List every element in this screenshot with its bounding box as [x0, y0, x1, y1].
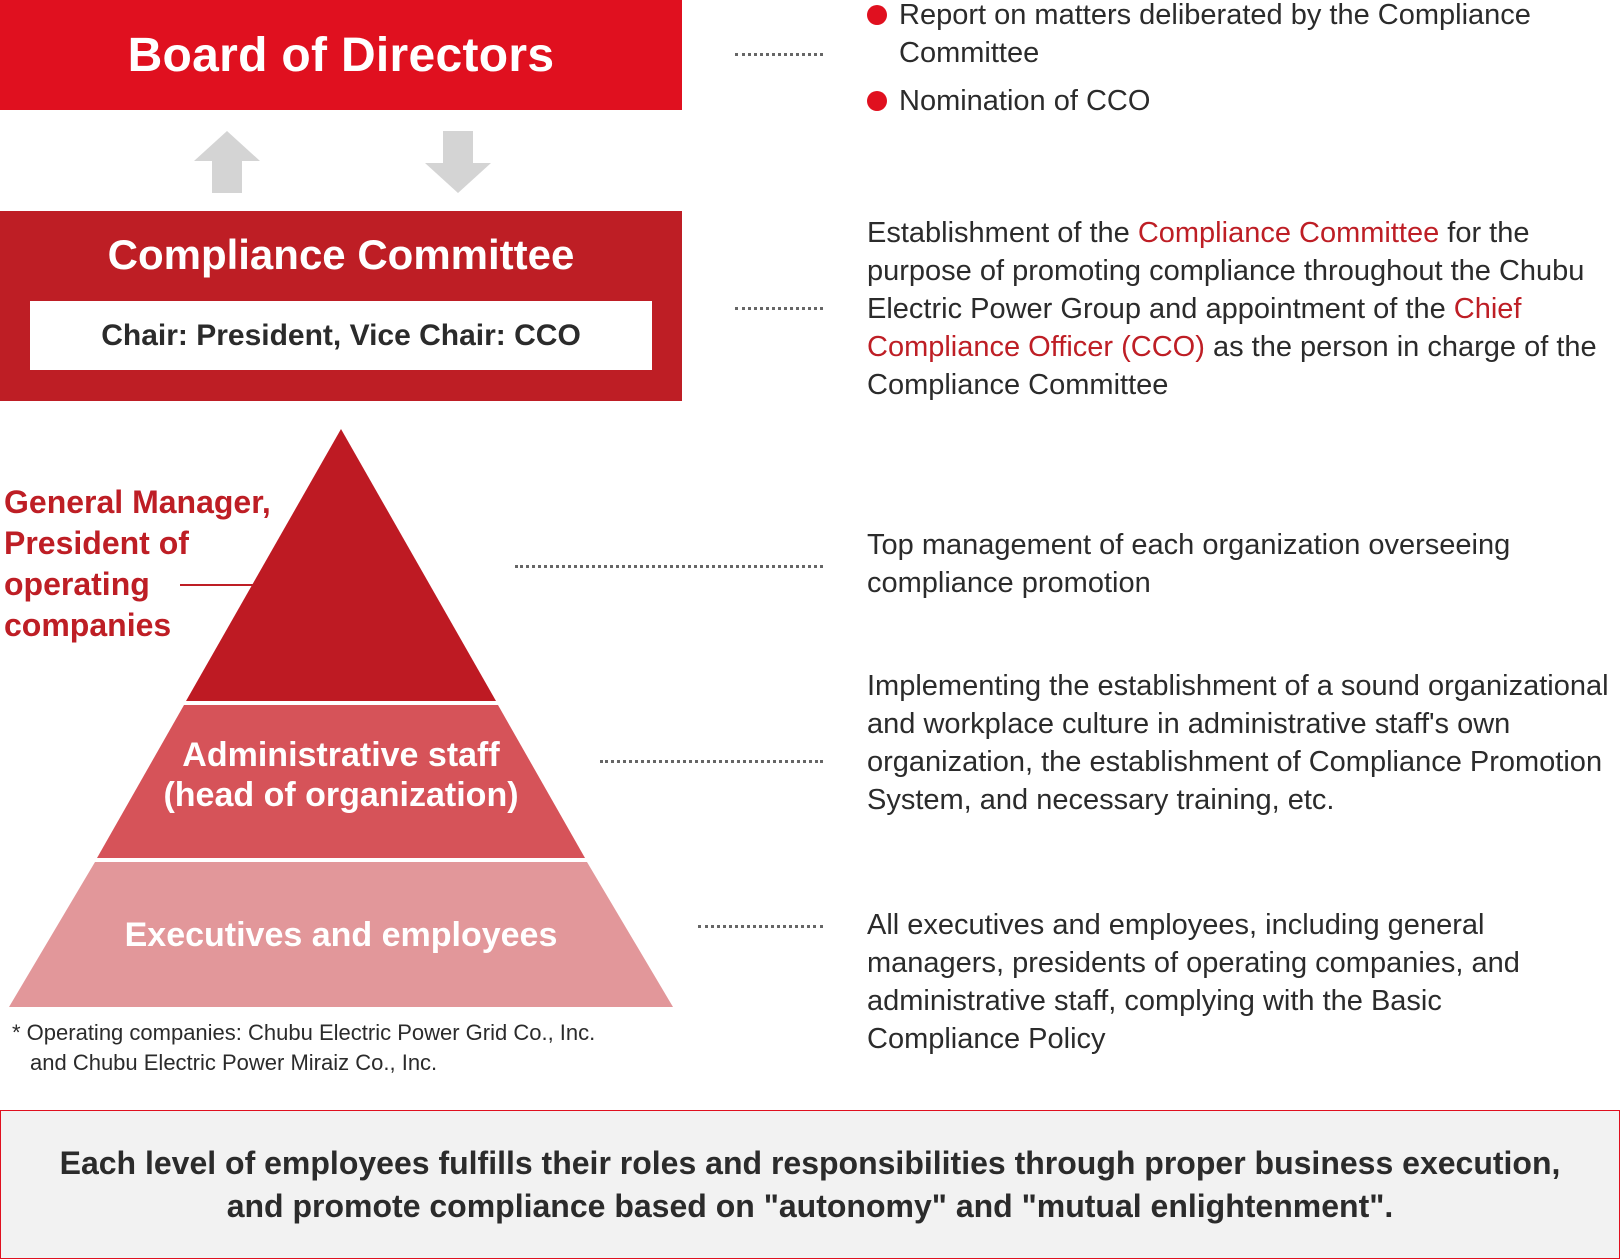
gm-label: General Manager, President of operating companies — [4, 484, 271, 643]
committee-chair-text: Chair: President, Vice Chair: CCO — [101, 318, 581, 352]
top-tier-description: Top management of each organization overseeing compliance promotion — [867, 529, 1511, 599]
bullet-icon — [867, 91, 887, 111]
arrow-down-icon — [425, 131, 491, 193]
arrow-up-icon — [194, 131, 260, 193]
admin-tier-label: Administrative staff (head of organization) — [163, 736, 519, 814]
compliance-committee-box — [0, 211, 682, 401]
committee-highlight: Compliance Committee — [1137, 217, 1440, 249]
bullet-icon — [867, 5, 887, 25]
banner-line-1: Each level of employees fulfills their roles and responsibilities through proper business execution, — [59, 1144, 1561, 1181]
board-title: Board of Directors — [127, 28, 555, 82]
employees-tier-description: All executives and employees, including general managers, presidents of operating companies, and administrative staff, complying with the Basic Compliance Policy — [867, 909, 1520, 1055]
summary-banner — [0, 1110, 1620, 1259]
connector-employee-tier — [698, 925, 823, 928]
committee-title: Compliance Committee — [107, 231, 575, 278]
committee-description: Establishment of the Compliance Committee for the purpose of promoting compliance throughout the Chubu Electric Power Group and appointment of the Chief Compliance Officer (CCO) as the person in charge of the Compliance Committee — [867, 217, 1597, 401]
connector-committee — [735, 307, 823, 310]
connector-board — [735, 53, 823, 56]
committee-chair-box — [30, 301, 652, 370]
gm-label-line — [180, 584, 253, 586]
employees-tier-label: Executives and employees — [124, 916, 558, 954]
cco-highlight: Chief Compliance Officer (CCO) — [867, 293, 1522, 363]
board-of-directors-box — [0, 0, 682, 110]
board-note-item: Report on matters deliberated by the Compliance Committee — [867, 0, 1607, 72]
footnote: * Operating companies: Chubu Electric Power Grid Co., Inc. and Chubu Electric Power Miraiz Co., Inc. — [12, 1020, 596, 1075]
banner-line-2: and promote compliance based on "autonomy" and "mutual enlightenment". — [226, 1187, 1394, 1224]
board-note-item: Nomination of CCO — [867, 82, 1607, 120]
board-notes-list — [867, 0, 1607, 130]
admin-tier-description: Implementing the establishment of a sound organizational and workplace culture in administrative staff's own organization, the establishment of Compliance Promotion System, and necessary training, etc. — [867, 670, 1609, 816]
